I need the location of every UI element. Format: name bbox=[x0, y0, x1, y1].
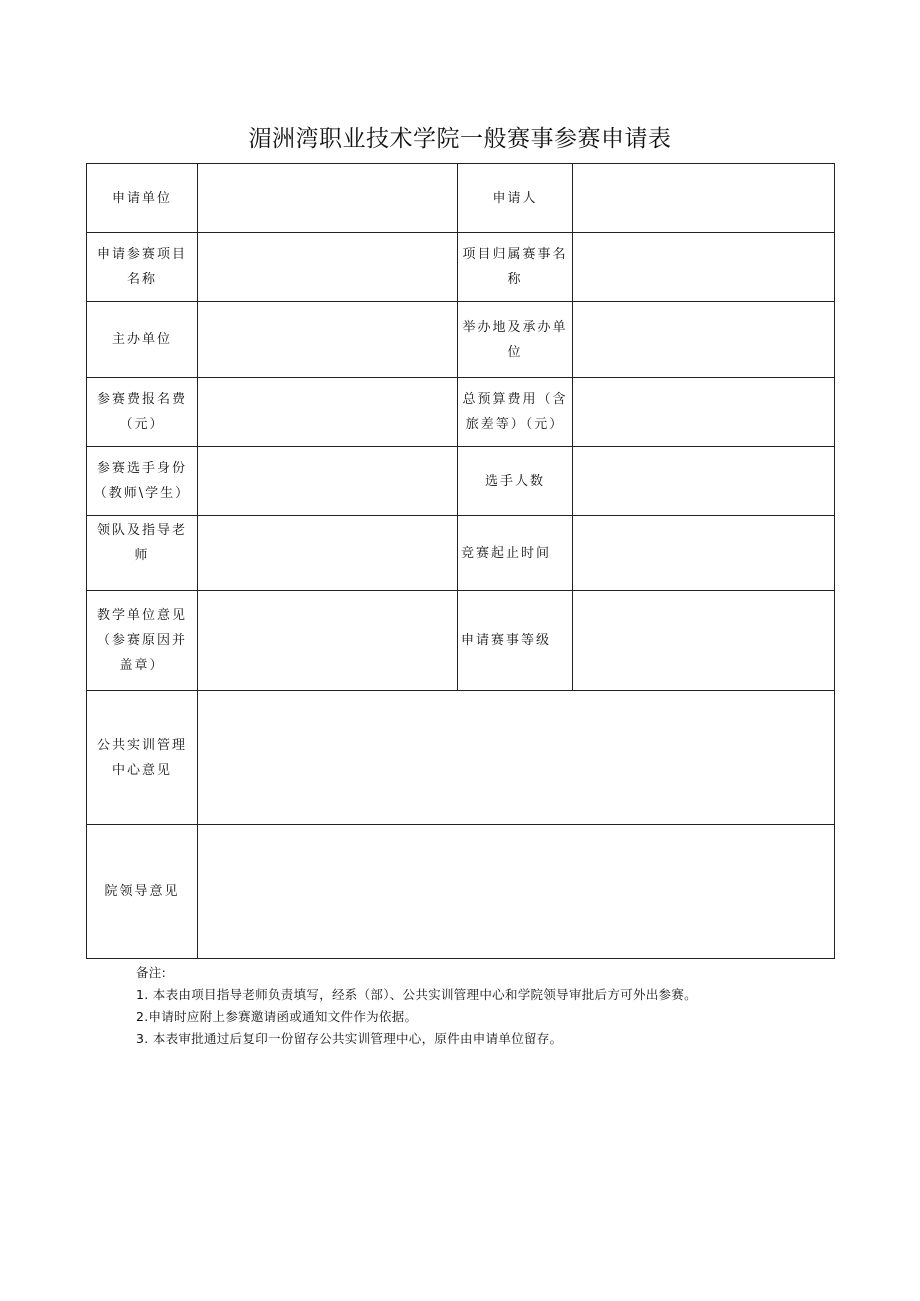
field-value[interactable] bbox=[198, 447, 458, 516]
table-row bbox=[87, 233, 835, 302]
field-label: 选手人数 bbox=[458, 447, 573, 516]
field-label: 公共实训管理中心意见 bbox=[87, 691, 198, 825]
application-form-table bbox=[86, 163, 835, 959]
table-row bbox=[87, 378, 835, 447]
table-row bbox=[87, 447, 835, 516]
notes-heading: 备注: bbox=[136, 965, 167, 980]
note-item: 2.申请时应附上参赛邀请函或通知文件作为依据。 bbox=[136, 1009, 418, 1024]
field-value[interactable] bbox=[573, 591, 835, 691]
field-value[interactable] bbox=[198, 302, 458, 378]
field-label: 主办单位 bbox=[87, 302, 198, 378]
field-value[interactable] bbox=[198, 591, 458, 691]
field-value[interactable] bbox=[198, 233, 458, 302]
field-value[interactable] bbox=[198, 164, 458, 233]
field-value[interactable] bbox=[573, 447, 835, 516]
note-item: 1. 本表由项目指导老师负责填写，经系（部）、公共实训管理中心和学院领导审批后方可外出参赛。 bbox=[136, 987, 697, 1002]
field-value[interactable] bbox=[573, 164, 835, 233]
opinion-area[interactable] bbox=[198, 825, 835, 959]
field-label: 参赛选手身份（教师\学生） bbox=[87, 447, 198, 516]
field-label: 总预算费用（含旅差等）（元） bbox=[458, 378, 573, 447]
table-row bbox=[87, 516, 835, 591]
field-label: 申请赛事等级 bbox=[458, 591, 573, 691]
field-value[interactable] bbox=[198, 516, 458, 591]
field-label: 申请人 bbox=[458, 164, 573, 233]
table-row bbox=[87, 302, 835, 378]
field-label: 领队及指导老师 bbox=[87, 516, 198, 591]
field-label: 竞赛起止时间 bbox=[458, 516, 573, 591]
form-title: 湄洲湾职业技术学院一般赛事参赛申请表 bbox=[248, 126, 672, 152]
field-label: 教学单位意见（参赛原因并盖章） bbox=[87, 591, 198, 691]
field-value[interactable] bbox=[573, 516, 835, 591]
note-item: 3. 本表审批通过后复印一份留存公共实训管理中心，原件由申请单位留存。 bbox=[136, 1031, 563, 1046]
table-row bbox=[87, 164, 835, 233]
field-label: 项目归属赛事名称 bbox=[458, 233, 573, 302]
field-label: 院领导意见 bbox=[87, 825, 198, 959]
field-label: 申请参赛项目名称 bbox=[87, 233, 198, 302]
field-value[interactable] bbox=[573, 233, 835, 302]
field-value[interactable] bbox=[198, 378, 458, 447]
table-row bbox=[87, 591, 835, 691]
field-label: 申请单位 bbox=[87, 164, 198, 233]
notes-section bbox=[136, 962, 836, 1050]
field-label: 参赛费报名费（元） bbox=[87, 378, 198, 447]
opinion-area[interactable] bbox=[198, 691, 835, 825]
field-label: 举办地及承办单位 bbox=[458, 302, 573, 378]
field-value[interactable] bbox=[573, 302, 835, 378]
table-row bbox=[87, 825, 835, 959]
table-row bbox=[87, 691, 835, 825]
field-value[interactable] bbox=[573, 378, 835, 447]
